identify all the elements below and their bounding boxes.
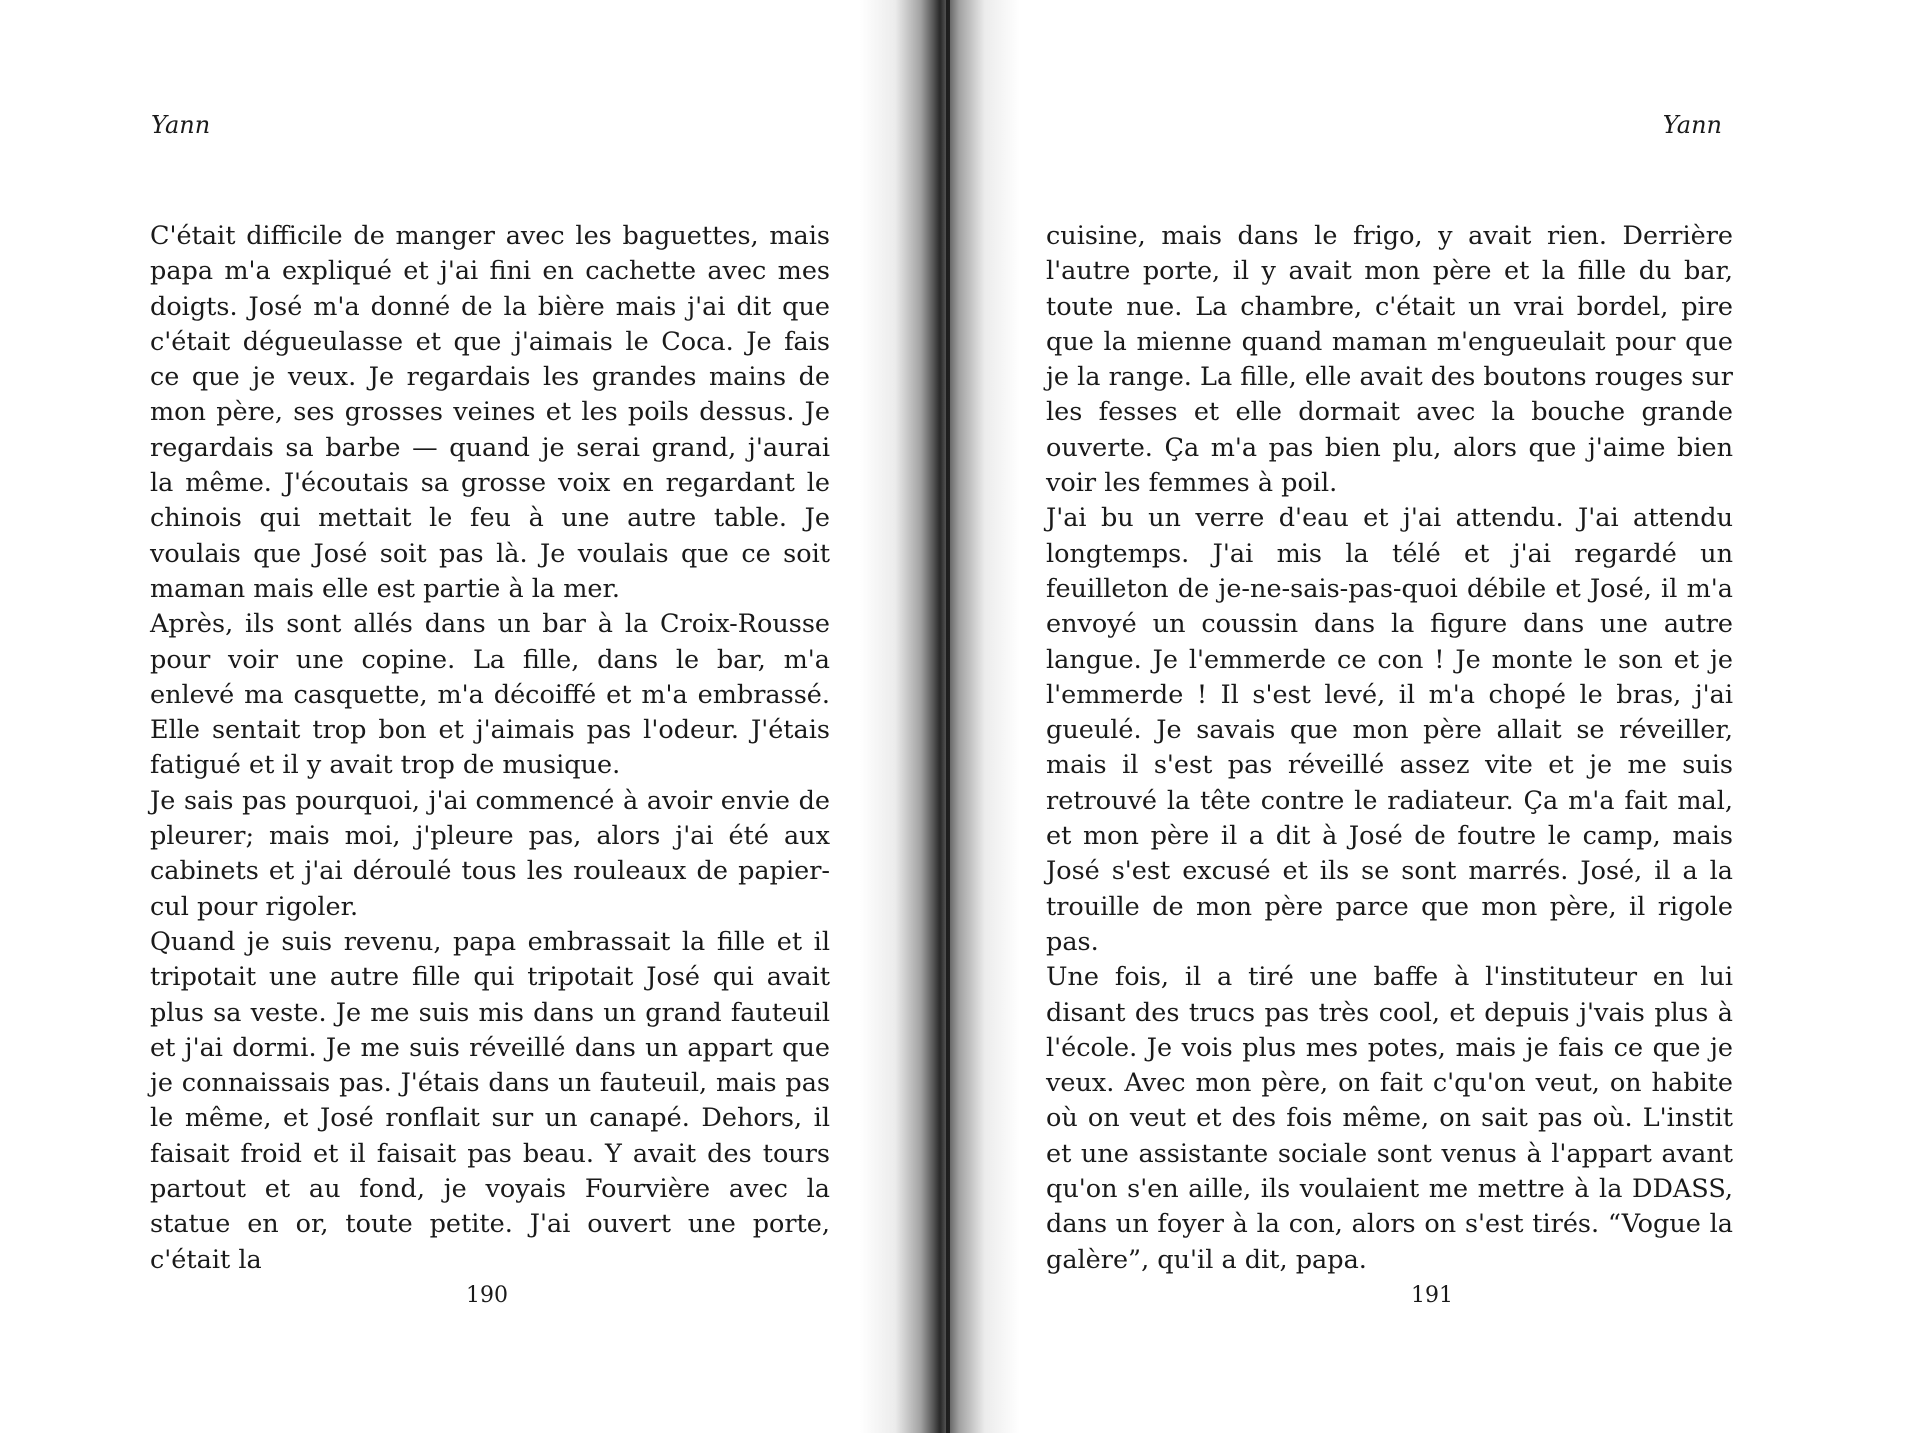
paragraph: Quand je suis revenu, papa embrassait la fille et il tripotait une autre fille qui tripotait José qui avait plus sa veste. Je me suis mis dans un grand fauteuil et j'ai dormi. Je me suis réveillé dans un appart que je connaissais pas. J'étais dans un fauteuil, mais pas le même, et José ronflait sur un canapé. Dehors, il faisait froid et il faisait pas beau. Y avait des tours partout et au fond, je voyais Fourvière avec la statue en or, toute petite. J'ai ouvert une porte, c'était la bbox=[150, 926, 830, 1275]
paragraph: C'était difficile de manger avec les baguettes, mais papa m'a expliqué et j'ai fini en cachette avec mes doigts. José m'a donné de la bière mais j'ai dit que c'était dégueulasse et que j'aimais le Coca. Je fais ce que je veux. Je regardais les grandes mains de mon père, ses grosses veines et les poils dessus. Je regardais sa barbe — quand je serai grand, j'aurai la même. J'écoutais sa grosse voix en regardant le chinois qui mettait le feu à une autre table. Je voulais que José soit pas là. Je voulais que ce soit maman mais elle est partie à la mer. bbox=[150, 221, 830, 604]
right-page bbox=[970, 0, 1920, 1433]
running-head-right: Yann bbox=[1662, 111, 1722, 139]
left-page bbox=[0, 0, 930, 1433]
right-page-text bbox=[1046, 219, 1733, 1278]
paragraph: J'ai bu un verre d'eau et j'ai attendu. J'ai attendu longtemps. J'ai mis la télé et j'ai regardé un feuilleton de je-ne-sais-pas-quoi débile et José, il m'a envoyé un coussin dans la figure dans une autre langue. Je l'emmerde ce con ! Je monte le son et je l'emmerde ! Il s'est levé, il m'a chopé le bras, j'ai gueulé. Je savais que mon père allait se réveiller, mais il s'est pas réveillé assez vite et je me suis retrouvé la tête contre le radiateur. Ça m'a fait mal, et mon père il a dit à José de foutre le camp, mais José s'est excusé et ils se sont marrés. José, il a la trouille de mon père parce que mon père, il rigole pas. bbox=[1046, 503, 1733, 957]
book-gutter-shadow bbox=[860, 0, 1020, 1433]
paragraph: Une fois, il a tiré une baffe à l'instituteur en lui disant des trucs pas très cool, et depuis j'vais plus à l'école. Je vois plus mes potes, mais je fais ce que je veux. Avec mon père, on fait c'qu'on veut, on habite où on veut et des fois même, on sait pas où. L'instit et une assistante sociale sont venus à l'appart avant qu'on s'en aille, ils voulaient me mettre à la DDASS, dans un foyer à la con, alors on s'est tirés. “Vogue la galère”, qu'il a dit, papa. bbox=[1046, 962, 1733, 1275]
paragraph: Après, ils sont allés dans un bar à la Croix-Rousse pour voir une copine. La fille, dans le bar, m'a enlevé ma casquette, m'a décoiffé et m'a embrassé. Elle sentait trop bon et j'aimais pas l'odeur. J'étais fatigué et il y avait trop de musique. bbox=[150, 609, 830, 781]
page-number-right: 191 bbox=[1411, 1283, 1453, 1308]
running-head-left: Yann bbox=[151, 111, 211, 139]
left-page-text bbox=[150, 219, 830, 1278]
page-number-left: 190 bbox=[466, 1283, 508, 1308]
book-spine-line bbox=[946, 0, 950, 1433]
paragraph: cuisine, mais dans le frigo, y avait rien. Derrière l'autre porte, il y avait mon père et la fille du bar, toute nue. La chambre, c'était un vrai bordel, pire que la mienne quand maman m'engueulait pour que je la range. La fille, elle avait des boutons rouges sur les fesses et elle dormait avec la bouche grande ouverte. Ça m'a pas bien plu, alors que j'aime bien voir les femmes à poil. bbox=[1046, 221, 1733, 499]
paragraph: Je sais pas pourquoi, j'ai commencé à avoir envie de pleurer; mais moi, j'pleure pas, alors j'ai été aux cabinets et j'ai déroulé tous les rouleaux de papier-cul pour rigoler. bbox=[150, 785, 830, 922]
